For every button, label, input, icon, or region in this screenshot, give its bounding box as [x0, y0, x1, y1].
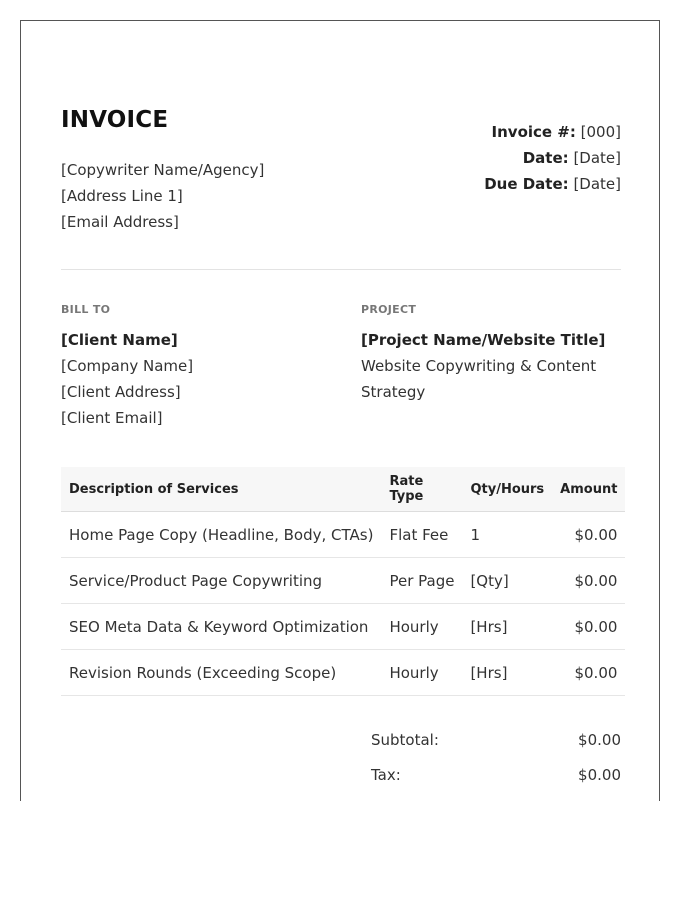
totals-section	[371, 729, 621, 799]
project-description-line-1: Website Copywriting & Content	[361, 357, 597, 375]
bill-to-label: BILL TO	[61, 303, 111, 316]
row-qty: [Hrs]	[462, 650, 552, 696]
invoice-number-row	[484, 119, 621, 145]
row-description: Service/Product Page Copywriting	[61, 558, 381, 604]
client-address: [Client Address]	[61, 383, 181, 401]
table-row	[61, 512, 625, 558]
services-table	[61, 467, 625, 696]
row-rate-type: Hourly	[381, 650, 462, 696]
table-row	[61, 604, 625, 650]
invoice-page	[20, 20, 660, 801]
row-rate-type: Flat Fee	[381, 512, 462, 558]
sender-address: [Address Line 1]	[61, 187, 183, 205]
project-name: [Project Name/Website Title]	[361, 331, 606, 349]
client-name: [Client Name]	[61, 331, 178, 349]
invoice-date-row	[484, 145, 621, 171]
row-amount: $0.00	[552, 604, 625, 650]
sender-email: [Email Address]	[61, 213, 179, 231]
project-section	[361, 303, 621, 405]
header-amount: Amount	[552, 467, 625, 512]
row-amount: $0.00	[552, 512, 625, 558]
client-company: [Company Name]	[61, 357, 194, 375]
invoice-meta	[484, 119, 621, 197]
subtotal-label: Subtotal:	[371, 731, 439, 749]
due-date-row	[484, 171, 621, 197]
due-date-value: [Date]	[573, 175, 621, 193]
row-qty: [Qty]	[462, 558, 552, 604]
invoice-date-value: [Date]	[573, 149, 621, 167]
table-header-row	[61, 467, 625, 512]
row-description: Home Page Copy (Headline, Body, CTAs)	[61, 512, 381, 558]
tax-value: $0.00	[578, 766, 621, 784]
client-email: [Client Email]	[61, 409, 163, 427]
bill-to-section	[61, 303, 341, 431]
header-rate-type: Rate Type	[381, 467, 462, 512]
row-description: SEO Meta Data & Keyword Optimization	[61, 604, 381, 650]
invoice-number-value: [000]	[580, 123, 621, 141]
header-description: Description of Services	[61, 467, 381, 512]
subtotal-value: $0.00	[578, 731, 621, 749]
row-rate-type: Per Page	[381, 558, 462, 604]
table-row	[61, 650, 625, 696]
tax-label: Tax:	[371, 766, 401, 784]
invoice-date-label: Date:	[522, 149, 569, 167]
project-label: PROJECT	[361, 303, 417, 316]
sender-details	[61, 157, 264, 235]
row-qty: 1	[462, 512, 552, 558]
invoice-title: INVOICE	[61, 107, 169, 133]
project-description-line-2: Strategy	[361, 383, 426, 401]
row-rate-type: Hourly	[381, 604, 462, 650]
row-description: Revision Rounds (Exceeding Scope)	[61, 650, 381, 696]
sender-name: [Copywriter Name/Agency]	[61, 161, 265, 179]
row-qty: [Hrs]	[462, 604, 552, 650]
header-divider	[61, 269, 621, 270]
header-qty-hours: Qty/Hours	[462, 467, 552, 512]
invoice-number-label: Invoice #:	[491, 123, 576, 141]
due-date-label: Due Date:	[484, 175, 569, 193]
row-amount: $0.00	[552, 558, 625, 604]
table-row	[61, 558, 625, 604]
row-amount: $0.00	[552, 650, 625, 696]
tax-row	[371, 764, 621, 799]
subtotal-row	[371, 729, 621, 764]
